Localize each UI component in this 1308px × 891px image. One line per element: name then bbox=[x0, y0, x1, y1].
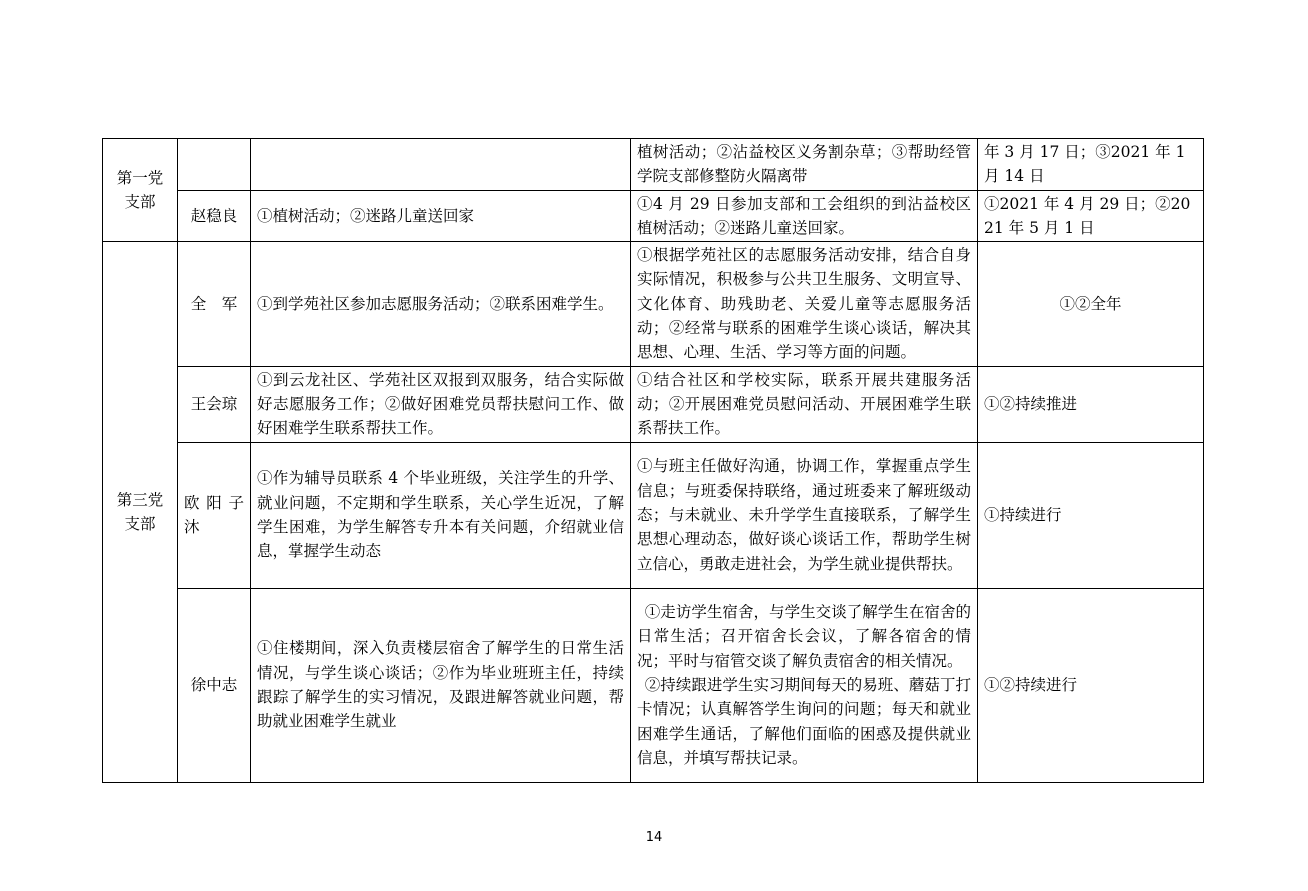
branch-name-line: 第三党 bbox=[116, 490, 164, 509]
time-cell: ①2021 年 4 月 29 日；②2021 年 5 月 1 日 bbox=[978, 190, 1204, 242]
content-cell: ①根据学苑社区的志愿服务活动安排，结合自身实际情况，积极参与公共卫生服务、文明宣导、文化体育、助残助老、关爱儿童等志愿服务活动；②经常与联系的困难学生谈心谈话，解决其思想、心理、生活、学习等方面的问题。 bbox=[631, 242, 978, 366]
table-row bbox=[103, 242, 1204, 366]
plan-cell: ①作为辅导员联系 4 个毕业班级，关注学生的升学、就业问题，不定期和学生联系，关心学生近况，了解学生困难，为学生解答专升本有关问题，介绍就业信息，掌握学生动态 bbox=[251, 442, 631, 588]
branch-name-line: 支部 bbox=[124, 193, 156, 212]
content-cell: ①结合社区和学校实际，联系开展共建服务活动；②开展困难党员慰问活动、开展困难学生联系帮扶工作。 bbox=[631, 366, 978, 442]
time-cell: ①②全年 bbox=[978, 242, 1204, 366]
time-cell: ①持续进行 bbox=[978, 442, 1204, 588]
table-row bbox=[103, 588, 1204, 782]
plan-cell: ①到云龙社区、学苑社区双报到双服务，结合实际做好志愿服务工作；②做好困难党员帮扶慰问工作、做好困难学生联系帮扶工作。 bbox=[251, 366, 631, 442]
content-paragraph: ②持续跟进学生实习期间每天的易班、蘑菇丁打卡情况；认真解答学生询问的问题；每天和就业困难学生通话，了解他们面临的困惑及提供就业信息，并填写帮扶记录。 bbox=[637, 675, 971, 767]
content-cell bbox=[631, 588, 978, 782]
table-row bbox=[103, 366, 1204, 442]
content-paragraph: ①走访学生宿舍，与学生交谈了解学生在宿舍的日常生活；召开宿舍长会议，了解各宿舍的情况；平时与宿管交谈了解负责宿舍的相关情况。 bbox=[637, 603, 971, 670]
plan-cell: ①到学苑社区参加志愿服务活动；②联系困难学生。 bbox=[251, 242, 631, 366]
page-number: 14 bbox=[645, 830, 663, 845]
table-row bbox=[103, 442, 1204, 588]
person-cell: 徐中志 bbox=[178, 588, 251, 782]
content-cell: ①4 月 29 日参加支部和工会组织的到沾益校区植树活动；②迷路儿童送回家。 bbox=[631, 190, 978, 242]
branch-cell bbox=[103, 139, 178, 242]
work-record-table bbox=[102, 138, 1204, 783]
person-cell: 全 军 bbox=[178, 242, 251, 366]
content-cell: 植树活动；②沾益校区义务割杂草；③帮助经管学院支部修整防火隔离带 bbox=[631, 139, 978, 191]
time-cell: 年 3 月 17 日；③2021 年 1 月 14 日 bbox=[978, 139, 1204, 191]
person-cell: 欧阳子沐 bbox=[178, 442, 251, 588]
branch-name-line: 支部 bbox=[124, 514, 156, 533]
branch-name-line: 第一党 bbox=[116, 168, 164, 187]
person-cell: 王会琼 bbox=[178, 366, 251, 442]
time-cell: ①②持续进行 bbox=[978, 588, 1204, 782]
plan-cell: ①住楼期间，深入负责楼层宿舍了解学生的日常生活情况，与学生谈心谈话；②作为毕业班班主任，持续跟踪了解学生的实习情况，及跟进解答就业问题，帮助就业困难学生就业 bbox=[251, 588, 631, 782]
table-row bbox=[103, 190, 1204, 242]
plan-cell: ①植树活动；②迷路儿童送回家 bbox=[251, 190, 631, 242]
table-row bbox=[103, 139, 1204, 191]
content-cell: ①与班主任做好沟通，协调工作，掌握重点学生信息；与班委保持联络，通过班委来了解班级动态；与未就业、未升学学生直接联系，了解学生思想心理动态，做好谈心谈话工作，帮助学生树立信心，勇敢走进社会，为学生就业提供帮扶。 bbox=[631, 442, 978, 588]
person-cell bbox=[178, 139, 251, 191]
time-cell: ①②持续推进 bbox=[978, 366, 1204, 442]
person-cell: 赵稳良 bbox=[178, 190, 251, 242]
plan-cell bbox=[251, 139, 631, 191]
branch-cell bbox=[103, 242, 178, 782]
